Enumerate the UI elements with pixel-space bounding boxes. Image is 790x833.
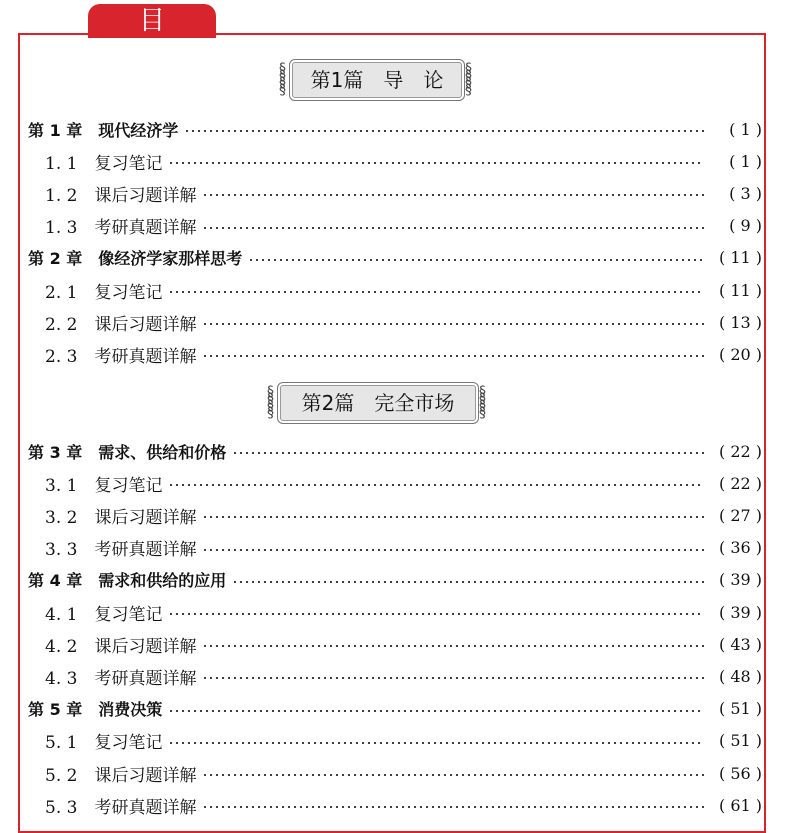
- toc-page-number: ( 56 ): [718, 763, 762, 783]
- toc-chapter-row[interactable]: [28, 243, 762, 273]
- toc-section-row[interactable]: [28, 275, 762, 305]
- toc-section-row[interactable]: [28, 339, 762, 369]
- dot-leader: [232, 581, 704, 583]
- dot-leader: [202, 645, 704, 647]
- toc-chapter-row[interactable]: [28, 436, 762, 466]
- toc-entry-label: 第 3 章 需求、供给和价格: [28, 442, 227, 462]
- toc-page-number: ( 3 ): [729, 183, 762, 203]
- ornament-icon: [267, 389, 277, 417]
- toc-entry-label: 2. 1 复习笔记: [45, 282, 163, 303]
- toc-page-number: ( 51 ): [718, 731, 762, 751]
- toc-page-number: ( 36 ): [718, 538, 762, 558]
- dot-leader: [248, 259, 704, 261]
- toc-entry-label: 1. 1 复习笔记: [45, 153, 163, 174]
- ornament-icon: [479, 389, 489, 417]
- toc-section-row[interactable]: [28, 661, 762, 691]
- toc-page-number: ( 43 ): [718, 634, 762, 654]
- dot-leader: [184, 130, 704, 132]
- toc-entry-label: 1. 2 课后习题详解: [45, 185, 197, 206]
- toc-page-number: ( 9 ): [729, 216, 762, 236]
- toc-entry-label: 5. 2 课后习题详解: [45, 765, 197, 786]
- toc-entry-label: 1. 3 考研真题详解: [45, 218, 197, 239]
- toc-section-row[interactable]: [28, 629, 762, 659]
- toc-page-number: ( 51 ): [718, 699, 762, 719]
- toc-chapter-row[interactable]: [28, 694, 762, 724]
- toc-page-number: ( 11 ): [718, 280, 762, 300]
- toc-section-row[interactable]: [28, 307, 762, 337]
- dot-leader: [202, 516, 704, 518]
- toc-section-row[interactable]: [28, 211, 762, 241]
- dot-leader: [202, 355, 704, 357]
- dot-leader: [202, 806, 704, 808]
- toc-page-number: ( 61 ): [718, 795, 762, 815]
- toc-page-number: ( 1 ): [729, 119, 762, 139]
- toc-section-row[interactable]: [28, 468, 762, 498]
- toc-entry-label: 第 1 章 现代经济学: [28, 120, 179, 140]
- toc-entry-label: 3. 3 考研真题详解: [45, 540, 197, 561]
- toc-entry-label: 第 5 章 消费决策: [28, 700, 163, 720]
- toc-entry-label: 2. 2 课后习题详解: [45, 314, 197, 335]
- dot-leader: [202, 677, 704, 679]
- toc-section-row[interactable]: [28, 533, 762, 563]
- ornament-icon: [279, 66, 289, 94]
- toc-page-number: ( 27 ): [718, 505, 762, 525]
- part-title: 第2篇 完全市场: [301, 391, 455, 415]
- toc-entry-label: 2. 3 考研真题详解: [45, 346, 197, 367]
- toc-section-row[interactable]: [28, 146, 762, 176]
- toc-entry-label: 第 2 章 像经济学家那样思考: [28, 249, 243, 269]
- toc-page-number: ( 20 ): [718, 344, 762, 364]
- toc-entry-label: 4. 2 课后习题详解: [45, 636, 197, 657]
- dot-leader: [202, 227, 704, 229]
- toc-section-row[interactable]: [28, 597, 762, 627]
- toc-page-number: ( 22 ): [718, 473, 762, 493]
- part-title: 第1篇 导 论: [310, 68, 444, 92]
- dot-leader: [232, 452, 704, 454]
- part-banner-1: [292, 62, 462, 98]
- dot-leader: [168, 613, 704, 615]
- part-banner-2: [280, 385, 476, 421]
- toc-entry-label: 5. 3 考研真题详解: [45, 797, 197, 818]
- dot-leader: [168, 710, 704, 712]
- toc-section-row[interactable]: [28, 178, 762, 208]
- toc-page-number: ( 39 ): [718, 570, 762, 590]
- toc-page-number: ( 22 ): [718, 441, 762, 461]
- dot-leader: [202, 774, 704, 776]
- toc-entry-label: 3. 1 复习笔记: [45, 475, 163, 496]
- dot-leader: [168, 162, 704, 164]
- toc-page-number: ( 1 ): [729, 151, 762, 171]
- dot-leader: [202, 323, 704, 325]
- dot-leader: [202, 549, 704, 551]
- toc-section-row[interactable]: [28, 790, 762, 820]
- ornament-icon: [465, 66, 475, 94]
- toc-page-number: ( 13 ): [718, 312, 762, 332]
- toc-entry-label: 5. 1 复习笔记: [45, 733, 163, 754]
- toc-title: 目 录: [88, 4, 216, 38]
- toc-page-number: ( 48 ): [718, 666, 762, 686]
- toc-chapter-row[interactable]: [28, 114, 762, 144]
- toc-section-row[interactable]: [28, 758, 762, 788]
- toc-page-number: ( 11 ): [718, 248, 762, 268]
- dot-leader: [168, 742, 704, 744]
- dot-leader: [168, 291, 704, 293]
- toc-entry-label: 4. 3 考研真题详解: [45, 668, 197, 689]
- toc-section-row[interactable]: [28, 726, 762, 756]
- toc-section-row[interactable]: [28, 500, 762, 530]
- toc-entry-label: 4. 1 复习笔记: [45, 604, 163, 625]
- toc-page-number: ( 39 ): [718, 602, 762, 622]
- dot-leader: [202, 194, 704, 196]
- toc-entry-label: 第 4 章 需求和供给的应用: [28, 571, 227, 591]
- dot-leader: [168, 484, 704, 486]
- toc-chapter-row[interactable]: [28, 565, 762, 595]
- toc-entry-label: 3. 2 课后习题详解: [45, 507, 197, 528]
